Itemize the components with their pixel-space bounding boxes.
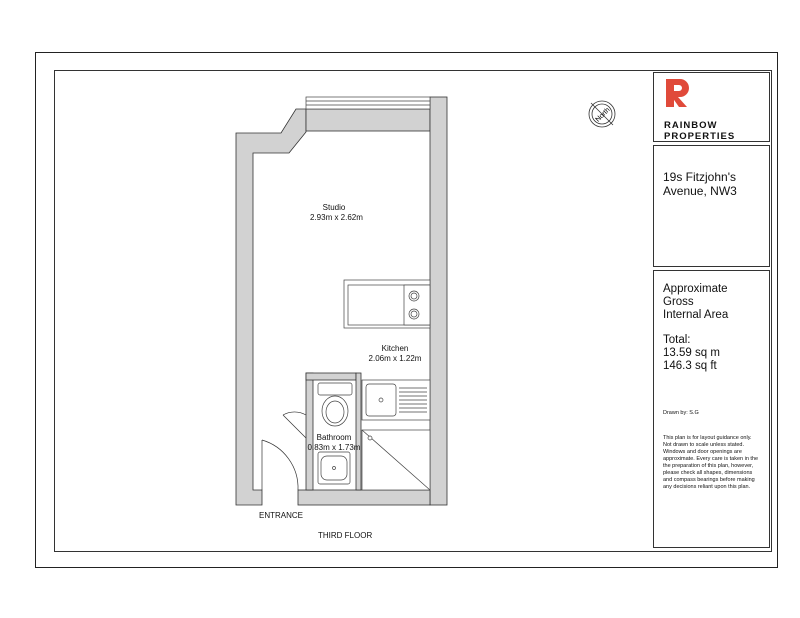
studio-dims: 2.93m x 2.62m (310, 213, 363, 222)
bathroom-partition (306, 373, 313, 490)
window (306, 97, 430, 109)
entrance-door (262, 440, 298, 490)
bathroom-top-partition (306, 373, 356, 380)
entrance-label: ENTRANCE (259, 511, 304, 520)
bathroom-label (304, 433, 364, 453)
address-box (653, 145, 770, 267)
bathroom-basin (318, 452, 350, 484)
drawn-by: Drawn by: S.G (663, 410, 699, 416)
bottom-wall (298, 490, 430, 505)
studio-label (310, 203, 363, 223)
compass-label: North (594, 106, 612, 124)
area-total-label: Total: (663, 334, 691, 346)
area-box (653, 270, 770, 548)
area-heading-line1: Approximate (663, 283, 728, 295)
bathroom-dims: 0.83m x 1.73m (307, 443, 361, 452)
disclaimer: This plan is for layout guidance only. Not drawn to scale unless stated. Windows and door openings are approximate. Every care is taken in the the preparation of this plan, however, please check all shapes, dimensions and compass bearings before making any decisions reliant upon this plan. (663, 435, 759, 490)
area-sq-ft: 146.3 sq ft (663, 360, 717, 372)
bathroom-door (283, 412, 306, 438)
area-heading-line2: Gross (663, 296, 694, 308)
kitchen-label (365, 344, 425, 364)
address-line2: Avenue, NW3 (663, 184, 737, 198)
area-sq-m: 13.59 sq m (663, 347, 720, 359)
address-line1: 19s Fitzjohn's (663, 170, 736, 184)
floor-label: THIRD FLOOR (318, 531, 373, 540)
area-heading-line3: Internal Area (663, 309, 729, 321)
shower-tray (362, 430, 430, 490)
brand-name-line1: RAINBOW (664, 120, 718, 131)
hob (404, 285, 430, 325)
kitchen-dims: 2.06m x 1.22m (368, 354, 422, 363)
brand-name-line2: PROPERTIES (664, 131, 736, 142)
kitchen-counter (344, 280, 430, 328)
right-wall (430, 97, 447, 505)
toilet (318, 383, 352, 426)
brand-box (653, 72, 770, 142)
studio-name: Studio (322, 203, 346, 212)
left-wall (236, 109, 306, 505)
kitchen-name: Kitchen (381, 344, 409, 353)
top-wall (306, 109, 430, 131)
kitchen-sink (362, 380, 430, 420)
bathroom-right-partition (356, 373, 361, 490)
bathroom-name: Bathroom (316, 433, 352, 442)
brand-name (664, 120, 735, 142)
